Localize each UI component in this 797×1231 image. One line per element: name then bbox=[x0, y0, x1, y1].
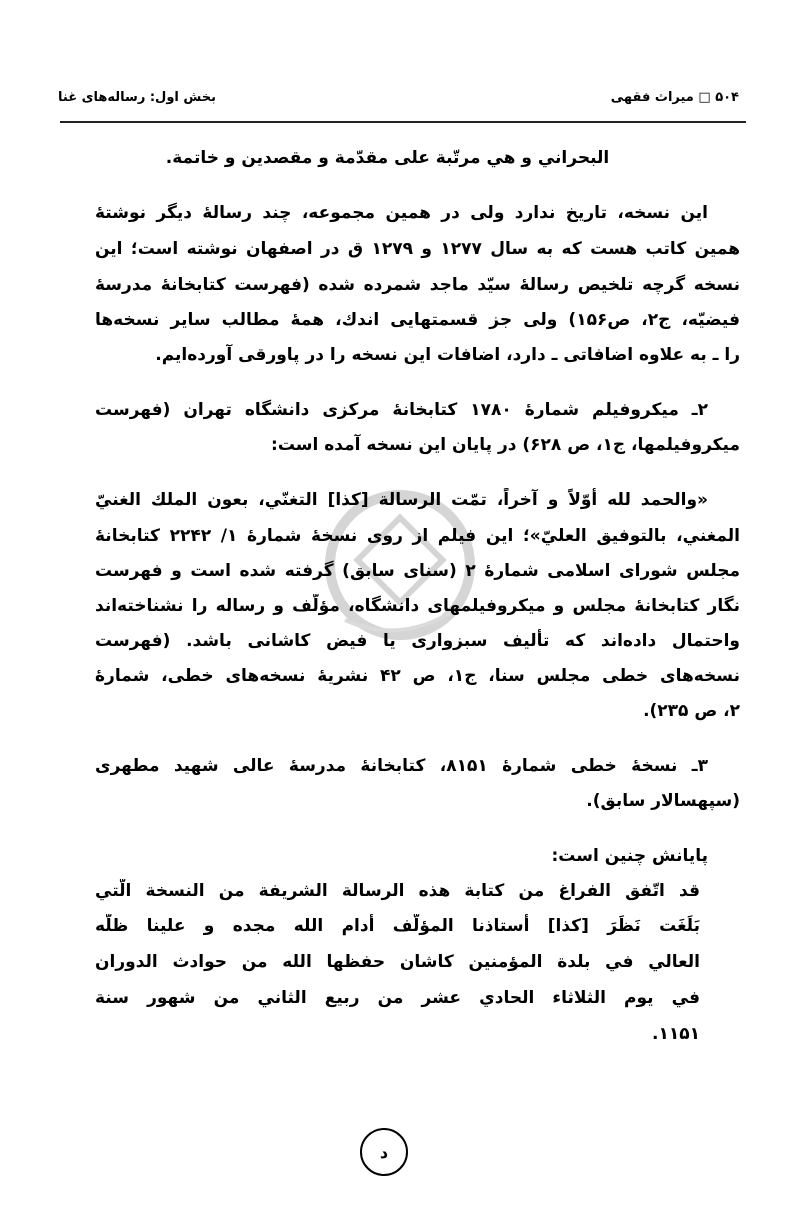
text-line: فیضیّه، ج۲، ص۱۵۶) ولی جز قسمتهایی اندك، همهٔ مطالب سایر نسخه‌ها bbox=[95, 310, 740, 330]
page-mark-letter: د bbox=[379, 1142, 389, 1162]
running-header-page-info: ۵۰۴ □ میراث فقهی bbox=[610, 90, 739, 105]
text-line: (سپهسالار سابق). bbox=[586, 791, 740, 811]
text-line: میکروفیلمها، ج۱، ص ۶۲۸) در پایان این نسخه آمده است: bbox=[271, 435, 740, 455]
text-line: همین کاتب هست که به سال ۱۲۷۷ و ۱۲۷۹ ق در اصفهان نوشته است؛ این bbox=[95, 239, 740, 259]
header-divider bbox=[60, 121, 746, 123]
text-line: ۳ـ نسخهٔ خطی شمارهٔ ۸۱۵۱، کتابخانهٔ مدرسهٔ عالی شهید مطهری bbox=[95, 756, 709, 776]
text-line: را ـ به علاوه اضافاتی ـ دارد، اضافات این نسخه را در پاورقی آورده‌ایم. bbox=[155, 345, 740, 365]
quote-line: في يوم الثلاثاء الحادي عشر من ربيع الثاني من شهور سنة bbox=[95, 988, 700, 1008]
text-line: «والحمد لله أوّلاً و آخراً، تمّت الرسالة [كذا] التغنّي، بعون الملك الغنيّ bbox=[95, 490, 708, 510]
text-line: نگار کتابخانهٔ مجلس و میکروفیلمهای دانشگاه، مؤلّف و رساله را نشناخته‌اند bbox=[95, 596, 740, 616]
text-line: واحتمال داده‌اند که تألیف سبزواری یا فیض کاشانی باشد. (فهرست bbox=[95, 631, 740, 651]
page-mark bbox=[360, 1128, 408, 1176]
quote-line: قد اتّفق الفراغ من كتابة هذه الرسالة الشريفة من النسخة الّتي bbox=[95, 881, 700, 901]
quote-line: العالي في بلدة المؤمنين كاشان حفظها الله من حوادث الدوران bbox=[95, 952, 700, 972]
quote-line: بَلَغَت نَظَرَ [كذا] أُستاذنا المؤلّف أدام الله مجده و علينا ظلّه bbox=[95, 916, 700, 936]
text-line: پایانش چنین است: bbox=[551, 846, 708, 866]
text-line: المغني، بالتوفيق العليّ»؛ این فیلم از روی نسخهٔ شمارهٔ ۱/ ۲۲۴۲ کتابخانهٔ bbox=[95, 526, 740, 546]
text-line: البحراني و هي مرتّبة على مقدّمة و مقصدين و خاتمة. bbox=[165, 148, 610, 168]
text-line: مجلس شورای اسلامی شمارهٔ ۲ (سنای سابق) گرفته شده است و فهرست bbox=[95, 561, 740, 581]
text-line: ۲ـ میکروفیلم شمارهٔ ۱۷۸۰ کتابخانهٔ مرکزی دانشگاه تهران (فهرست bbox=[95, 400, 708, 420]
running-header-section-title: بخش اول: رساله‌های غنا bbox=[58, 90, 217, 105]
text-line: نسخه‌های خطی مجلس سنا، ج۱، ص ۴۲ نشریهٔ نسخه‌های خطی، شمارهٔ bbox=[95, 666, 740, 686]
text-line: ۲، ص ۲۳۵). bbox=[643, 701, 740, 721]
text-line: این نسخه، تاریخ ندارد ولی در همین مجموعه، چند رسالهٔ دیگر نوشتهٔ bbox=[95, 203, 708, 223]
text-line: نسخه گرچه تلخیص رسالهٔ سیّد ماجد شمرده شده (فهرست کتابخانهٔ مدرسهٔ bbox=[95, 275, 740, 295]
quote-line: ۱۱۵۱. bbox=[652, 1024, 700, 1044]
